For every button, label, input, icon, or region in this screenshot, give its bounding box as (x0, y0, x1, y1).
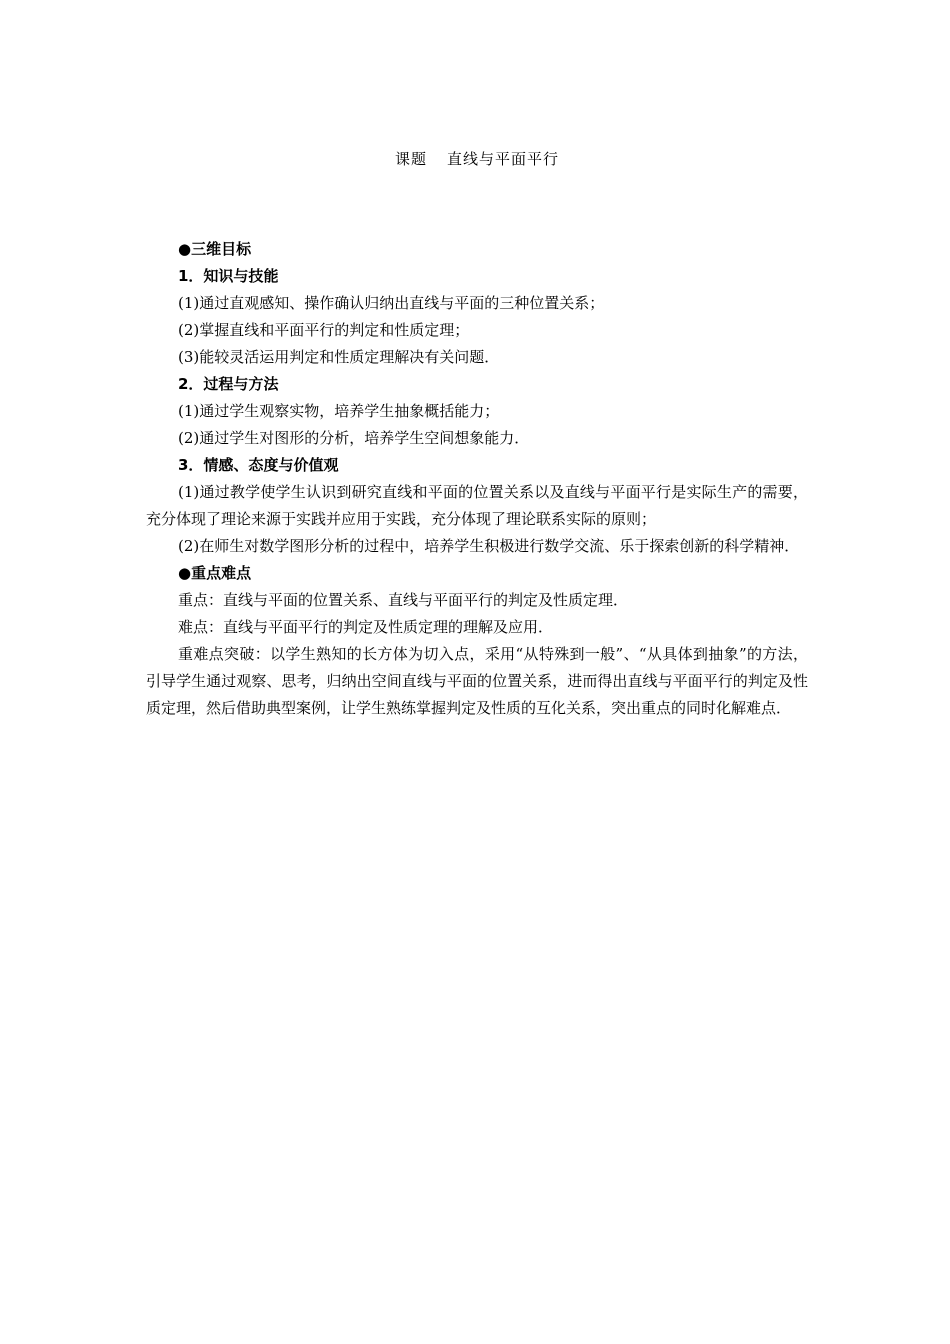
lesson-title-prefix: 课题 (394, 150, 427, 168)
bullet-icon: ● (178, 240, 192, 258)
emotion-item: (2)在师生对数学图形分析的过程中，培养学生积极进行数学交流、乐于探索创新的科学精神． (178, 537, 800, 555)
process-item: (2)通过学生对图形的分析，培养学生空间想象能力． (178, 429, 530, 447)
document-page (146, 148, 808, 722)
knowledge-item: (1)通过直观感知、操作确认归纳出直线与平面的三种位置关系； (178, 294, 605, 312)
knowledge-item: (3)能较灵活运用判定和性质定理解决有关问题． (178, 348, 500, 366)
keypoint-item: 重难点突破：以学生熟知的长方体为切入点，采用“从特殊到一般”、“从具体到抽象”的方法，引导学生通过观察、思考，归纳出空间直线与平面的位置关系，进而得出直线与平面平行的判定及性质定理，然后借助典型案例，让学生熟练掌握判定及性质的互化关系，突出重点的同时化解难点． (146, 645, 808, 717)
lesson-title-name: 直线与平面平行 (447, 150, 560, 168)
keypoint-item: 难点：直线与平面平行的判定及性质定理的理解及应用． (178, 618, 554, 636)
emotion-item: (1)通过教学使学生认识到研究直线和平面的位置关系以及直线与平面平行是实际生产的需要，充分体现了理论来源于实践并应用于实践，充分体现了理论联系实际的原则； (146, 483, 808, 528)
subheading-emotion: 3．情感、态度与价值观 (178, 456, 339, 474)
knowledge-item: (2)掌握直线和平面平行的判定和性质定理； (178, 321, 470, 339)
subheading-knowledge: 1．知识与技能 (178, 267, 279, 285)
section-heading-keypoints-text: 重点难点 (191, 564, 252, 582)
keypoint-item: 重点：直线与平面的位置关系、直线与平面平行的判定及性质定理． (178, 591, 629, 609)
section-heading-keypoints (146, 560, 808, 587)
bullet-icon: ● (178, 564, 192, 582)
subheading-process: 2．过程与方法 (178, 375, 279, 393)
lesson-title (146, 148, 808, 170)
section-heading-goals (146, 236, 808, 263)
section-heading-goals-text: 三维目标 (191, 240, 252, 258)
process-item: (1)通过学生观察实物，培养学生抽象概括能力； (178, 402, 500, 420)
